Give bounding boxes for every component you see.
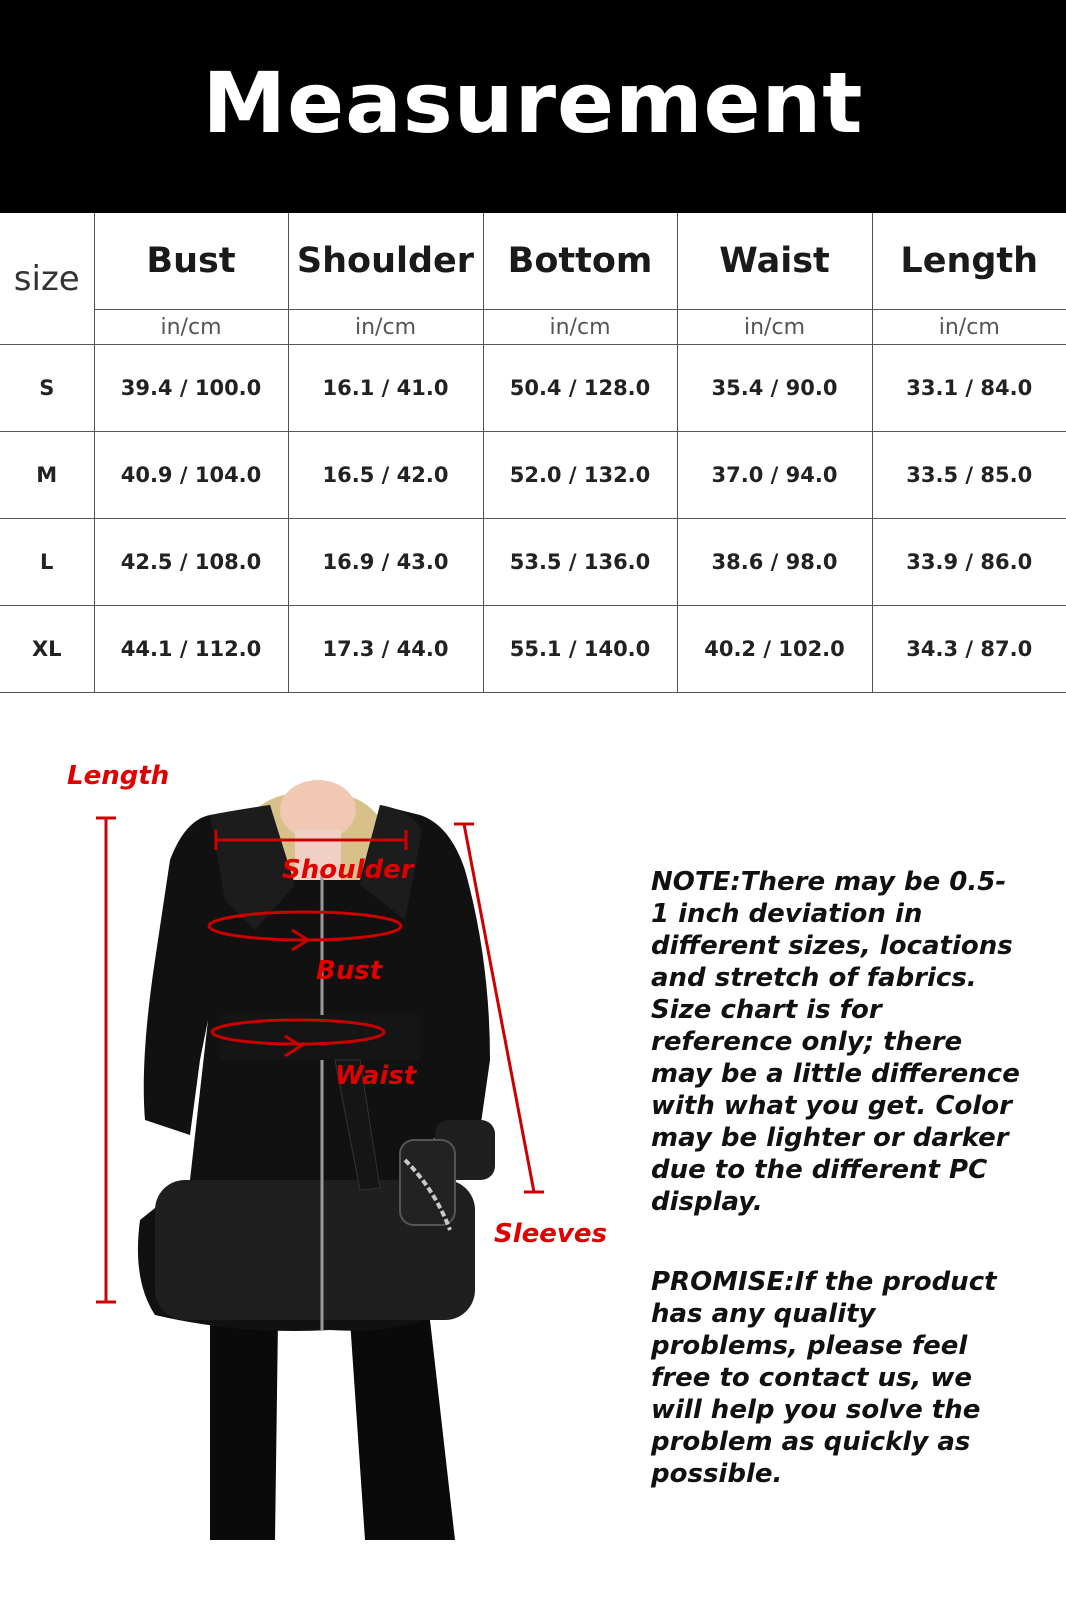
bottom-cell: 50.4 / 128.0: [483, 345, 677, 432]
column-header-bust: Bust: [94, 213, 288, 310]
waist-cell: 37.0 / 94.0: [677, 432, 872, 519]
size-cell: XL: [0, 606, 94, 693]
handbag: [400, 1140, 455, 1225]
unit-label: in/cm: [872, 310, 1066, 345]
waist-label: Waist: [335, 1061, 417, 1091]
bust-cell: 40.9 / 104.0: [94, 432, 288, 519]
shoulder-label: Shoulder: [282, 855, 414, 885]
length-cell: 33.1 / 84.0: [872, 345, 1066, 432]
bottom-cell: 52.0 / 132.0: [483, 432, 677, 519]
unit-label: in/cm: [288, 310, 483, 345]
size-cell: S: [0, 345, 94, 432]
shoulder-cell: 16.1 / 41.0: [288, 345, 483, 432]
length-cell: 33.9 / 86.0: [872, 519, 1066, 606]
shoulder-cell: 16.5 / 42.0: [288, 432, 483, 519]
unit-label: in/cm: [677, 310, 872, 345]
bust-cell: 42.5 / 108.0: [94, 519, 288, 606]
shoulder-cell: 17.3 / 44.0: [288, 606, 483, 693]
bust-cell: 39.4 / 100.0: [94, 345, 288, 432]
shoulder-cell: 16.9 / 43.0: [288, 519, 483, 606]
left-leg: [210, 1320, 278, 1540]
table-header-row: [0, 213, 1066, 310]
length-cell: 33.5 / 85.0: [872, 432, 1066, 519]
size-cell: M: [0, 432, 94, 519]
size-chart-table: [0, 213, 1066, 693]
length-cell: 34.3 / 87.0: [872, 606, 1066, 693]
bust-cell: 44.1 / 112.0: [94, 606, 288, 693]
bust-label: Bust: [316, 956, 383, 986]
column-header-waist: Waist: [677, 213, 872, 310]
sleeves-label: Sleeves: [494, 1219, 607, 1249]
waist-cell: 35.4 / 90.0: [677, 345, 872, 432]
bottom-cell: 55.1 / 140.0: [483, 606, 677, 693]
table-row: [0, 432, 1066, 519]
column-header-shoulder: Shoulder: [288, 213, 483, 310]
promise-text: PROMISE:If the product has any quality problems, please feel free to contact us, we will help you solve the problem as quickly as possible.: [651, 1267, 997, 1489]
length-label: Length: [67, 761, 170, 791]
unit-label: in/cm: [483, 310, 677, 345]
unit-label: in/cm: [94, 310, 288, 345]
note-text: NOTE:There may be 0.5-1 inch deviation in different sizes, locations and stretch of fabrics. Size chart is for reference only; there may be a little difference with what you get. Color may be lighter or darker due to the different PC display.: [651, 867, 1020, 1217]
bottom-cell: 53.5 / 136.0: [483, 519, 677, 606]
column-header-length: Length: [872, 213, 1066, 310]
page-title: Measurement: [202, 53, 864, 152]
size-cell: L: [0, 519, 94, 606]
unit-row: [0, 310, 1066, 345]
table-row: [0, 519, 1066, 606]
waist-cell: 38.6 / 98.0: [677, 519, 872, 606]
column-header-bottom: Bottom: [483, 213, 677, 310]
waist-cell: 40.2 / 102.0: [677, 606, 872, 693]
notes-panel: [651, 866, 1021, 1490]
measurement-diagram: [60, 760, 620, 1540]
size-column-header: size: [0, 213, 94, 345]
header-banner: [0, 0, 1066, 213]
table-row: [0, 606, 1066, 693]
table-row: [0, 345, 1066, 432]
